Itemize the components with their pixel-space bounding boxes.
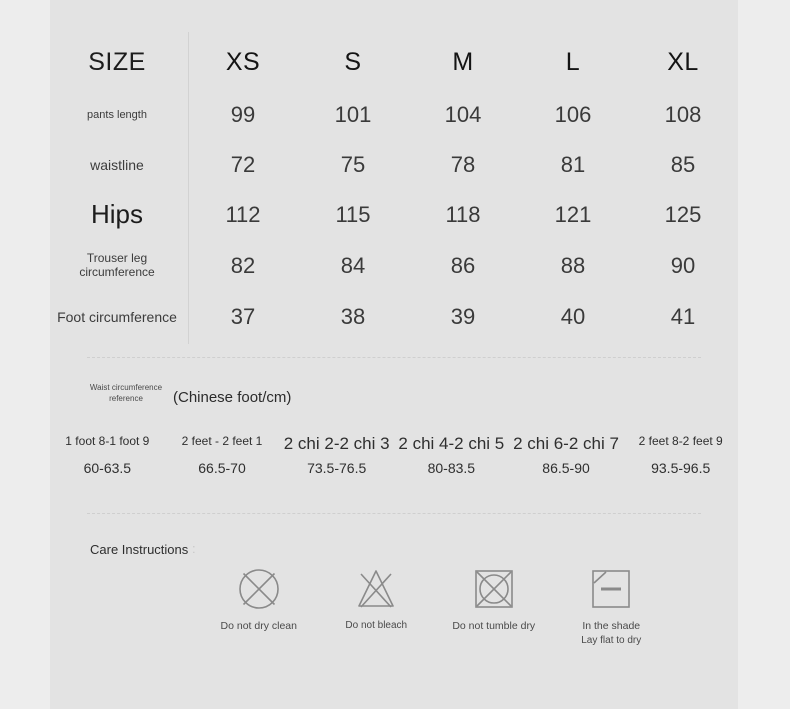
cell-foot-circumference-m: 39 [450,304,476,329]
separator-dashed-bottom [87,513,701,514]
cell-waistline-xl: 85 [670,152,696,177]
cell-hips-xs: 112 [225,202,261,227]
care-caption-do-not-tumble-dry: Do not tumble dry [452,620,536,632]
table-row [50,245,738,287]
chi-value-1: 1 foot 8-1 foot 9 [65,434,150,448]
care-instructions-label: Care Instructions [90,542,189,557]
cell-pants-length-xl: 108 [664,102,702,127]
cm-value-1: 60-63.5 [83,460,132,476]
waist-reference-unit: (Chinese foot/cm) [173,388,292,406]
cell-trouser-leg-xs: 82 [230,253,256,278]
waist-reference-cm-row [50,460,738,476]
row-label-foot-circumference: Foot circumference [57,308,177,325]
waist-reference-header [87,383,291,407]
care-instructions-icons [200,566,670,648]
table-header-xs: XS [225,47,261,76]
care-caption-do-not-bleach: Do not bleach [345,620,408,631]
chi-value-2: 2 feet - 2 feet 1 [181,434,263,448]
cell-hips-m: 118 [445,202,481,227]
cm-value-3: 73.5-76.5 [307,460,367,476]
separator-dashed-top [87,357,701,358]
care-item-do-not-bleach [318,566,436,648]
cm-value-5: 86.5-90 [542,460,590,476]
table-header-l: L [565,47,581,76]
cell-pants-length-l: 106 [554,102,592,127]
table-row [50,194,738,236]
care-item-dry-in-shade-flat [553,566,671,648]
cell-waistline-xs: 72 [230,152,256,177]
table-header-s: S [344,47,362,76]
cell-hips-s: 115 [335,202,371,227]
cell-pants-length-s: 101 [334,102,372,127]
row-label-pants-length: pants length [87,108,147,121]
chi-value-5: 2 chi 6-2 chi 7 [513,434,619,453]
row-label-trouser-leg-circumference: Trouser leg circumference [79,251,155,279]
table-row [50,145,738,185]
waist-reference-title: Waist circumference reference [89,383,163,403]
cm-value-2: 66.5-70 [198,460,246,476]
cm-value-6: 93.5-96.5 [651,460,711,476]
table-header-size-label: SIZE [88,47,146,76]
care-caption-dry-in-shade: In the shade [582,620,641,632]
cell-trouser-leg-s: 84 [340,253,366,278]
care-instructions-colon: : [192,541,196,556]
table-header-row [50,40,738,84]
cell-foot-circumference-s: 38 [340,304,366,329]
waist-reference-chi-row [50,434,738,454]
row-label-hips: Hips [90,199,143,230]
table-row [50,95,738,135]
table-row [50,295,738,339]
dry-in-shade-flat-icon [588,566,634,612]
cell-trouser-leg-l: 88 [560,253,586,278]
content-panel [50,0,738,709]
do-not-tumble-dry-icon [471,566,517,612]
cell-waistline-s: 75 [340,152,366,177]
cell-hips-l: 121 [554,202,592,227]
cell-foot-circumference-xs: 37 [230,304,256,329]
do-not-bleach-icon [353,566,399,612]
care-caption-lay-flat-to-dry: Lay flat to dry [581,635,642,647]
chi-value-4: 2 chi 4-2 chi 5 [398,434,505,453]
chi-value-3: 2 chi 2-2 chi 3 [283,434,390,453]
care-caption-do-not-dry-clean: Do not dry clean [220,620,297,632]
care-item-do-not-tumble-dry [435,566,553,648]
cell-foot-circumference-l: 40 [560,304,586,329]
cm-value-4: 80-83.5 [427,460,476,476]
cell-waistline-m: 78 [450,152,476,177]
cell-pants-length-xs: 99 [230,102,256,127]
care-item-do-not-dry-clean [200,566,318,648]
do-not-dry-clean-icon [236,566,282,612]
cell-trouser-leg-m: 86 [450,253,476,278]
cell-trouser-leg-xl: 90 [670,253,696,278]
cell-waistline-l: 81 [560,152,586,177]
table-header-m: M [452,47,474,76]
row-label-waistline: waistline [90,156,144,173]
chi-value-6: 2 feet 8-2 feet 9 [638,434,723,448]
cell-hips-xl: 125 [664,202,702,227]
cell-foot-circumference-xl: 41 [670,304,696,329]
cell-pants-length-m: 104 [444,102,482,127]
table-header-xl: XL [667,47,699,76]
